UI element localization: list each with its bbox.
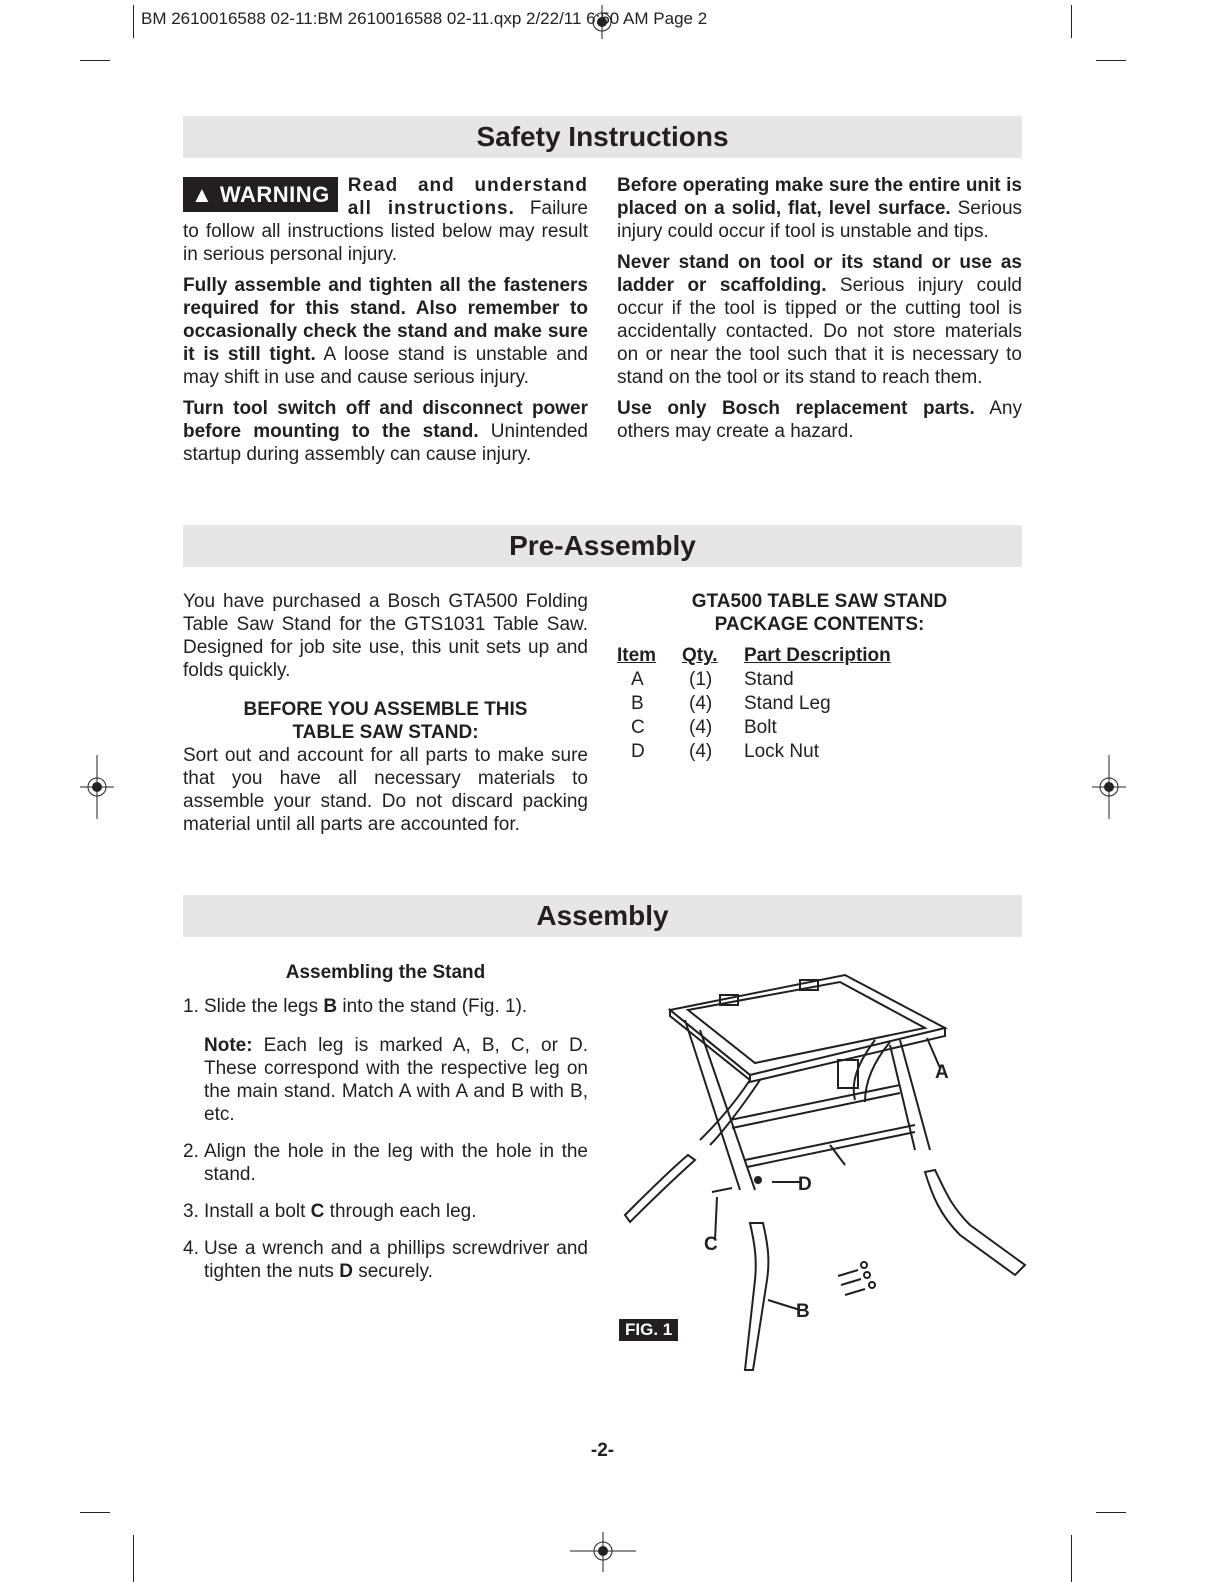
safety-left-column (183, 174, 588, 474)
package-contents (617, 590, 1022, 764)
warning-paragraph: ▲ WARNING Read and understand all instructions. Failure to follow all instructions listed below may result in serious personal injury. (183, 175, 588, 265)
stand-top (670, 975, 945, 1088)
step-4: 4. Use a wrench and a phillips screwdriver and tighten the nuts D securely. (183, 1238, 588, 1282)
note-paragraph: Note: Each leg is marked A, B, C, or D. These correspond with the respective leg on the main stand. Match A with A and B with B, etc. (204, 1035, 588, 1125)
ladder-paragraph: Never stand on tool or its stand or use as ladder or scaffolding. Serious injury could occur if the tool is tipped or the cutting tool is accidentally contacted. Do not store materials on or near the tool such that it is necessary to stand on the tool or its stand to reach them. (617, 252, 1022, 388)
loose-legs (625, 1155, 1025, 1370)
warning-triangle-icon: ▲ (191, 182, 214, 207)
figure-label: FIG. 1 (619, 1319, 678, 1341)
crop-mark (80, 1512, 110, 1513)
table-row: A (1) Stand (631, 669, 794, 690)
before-paragraph: Sort out and account for all parts to make sure that you have all necessary materials to assemble your stand. Do not discard packing material until all parts are accounted for. (183, 745, 588, 835)
callout-d: D (798, 1174, 812, 1195)
assembly-steps (183, 961, 588, 1297)
pre-assembly-left-column (183, 590, 588, 844)
print-slug: BM 2610016588 02-11:BM 2610016588 02-11.qxp 2/22/11 6:50 AM Page 2 (141, 9, 708, 28)
section-header-safety: Safety Instructions (183, 116, 1022, 158)
callout-a: A (935, 1062, 949, 1083)
intro-paragraph: You have purchased a Bosch GTA500 Folding Table Saw Stand for the GTS1031 Table Saw. Designed for job site use, this unit sets up and folds quickly. (183, 591, 588, 681)
crop-mark (133, 5, 134, 38)
table-row: C (4) Bolt (631, 717, 777, 738)
table-header: Item Qty. Part Description (617, 645, 891, 666)
crop-mark (1096, 60, 1126, 61)
safety-right-column (617, 174, 1022, 451)
page-number: -2- (590, 1440, 615, 1461)
table-row: D (4) Lock Nut (631, 741, 819, 762)
crop-mark (1071, 5, 1072, 38)
fasteners-paragraph: Fully assemble and tighten all the fasteners required for this stand. Also remember to occasionally check the stand and make sure it is still tight. A loose stand is unstable and may shift in use and cause serious injury. (183, 275, 588, 388)
steps-list (183, 995, 588, 1283)
crop-mark (1071, 1535, 1072, 1582)
step-3: 3. Install a bolt C through each leg. (183, 1201, 477, 1222)
warning-badge: ▲ WARNING (183, 177, 338, 212)
power-paragraph: Turn tool switch off and disconnect power before mounting to the stand. Unintended startup during assembly can cause injury. (183, 398, 588, 465)
before-heading: BEFORE YOU ASSEMBLE THIS TABLE SAW STAND: (243, 699, 528, 743)
crop-mark (1096, 1512, 1126, 1513)
section-header-pre-assembly: Pre-Assembly (183, 525, 1022, 567)
figure-1-stand-illustration (600, 960, 1040, 1380)
bolts-and-nuts (712, 1177, 875, 1295)
surface-paragraph: Before operating make sure the entire unit is placed on a solid, flat, level surface. Serious injury could occur if tool is unstable and tips. (617, 175, 1023, 242)
package-contents-table (617, 644, 891, 764)
step-2: 2. Align the hole in the leg with the hole in the stand. (183, 1141, 588, 1185)
table-row: B (4) Stand Leg (631, 693, 831, 714)
callout-b: B (796, 1301, 810, 1322)
package-contents-heading: GTA500 TABLE SAW STAND PACKAGE CONTENTS: (691, 591, 948, 635)
crop-mark (80, 60, 110, 61)
assembly-subheading: Assembling the Stand (285, 962, 486, 983)
callout-c: C (704, 1234, 718, 1255)
crop-mark (133, 1535, 134, 1582)
registration-mark-icon (1092, 755, 1126, 819)
registration-mark-icon (80, 755, 114, 819)
step-1: 1. Slide the legs B into the stand (Fig. 1). Note: Each leg is marked A, B, C, or D. These correspond with the respective leg on the main stand. Match A with A and B with B, etc. (183, 996, 588, 1125)
section-header-assembly: Assembly (183, 895, 1022, 937)
registration-mark-icon (570, 1532, 636, 1572)
parts-paragraph: Use only Bosch replacement parts. Any others may create a hazard. (617, 398, 1022, 442)
